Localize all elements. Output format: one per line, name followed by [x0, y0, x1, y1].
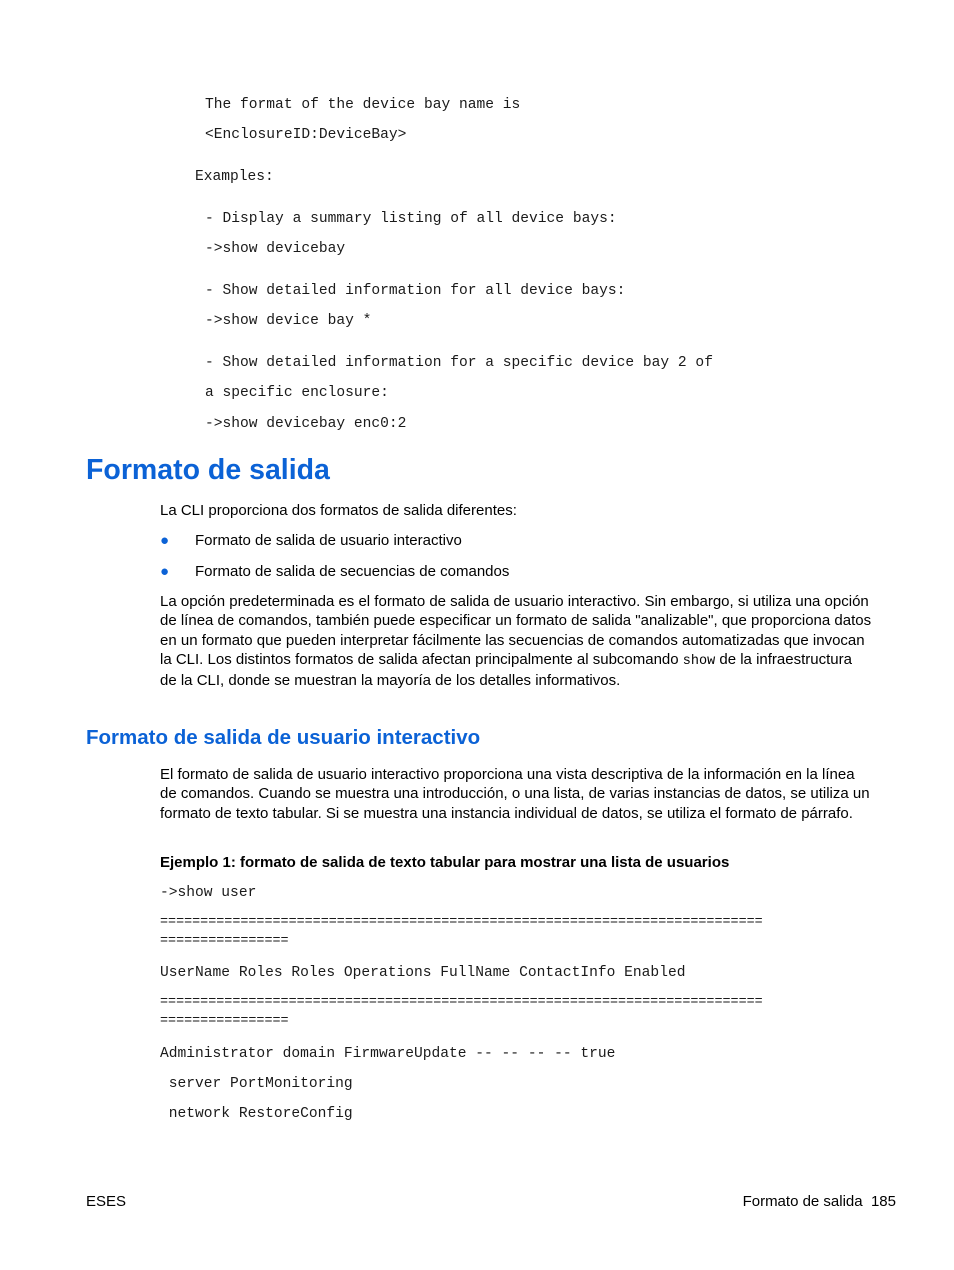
paragraph-text-continued: de la infraestructura de la CLI, donde se muestran la mayoría de los detalles informativos.	[160, 650, 852, 690]
code-example-1-description: - Display a summary listing of all device bays:	[205, 211, 617, 227]
code-example-1-command: ->show devicebay	[205, 241, 346, 257]
code-example-3-description-line-1: - Show detailed information for a specific device bay 2 of	[205, 355, 713, 371]
section-paragraph	[160, 592, 872, 690]
code-example-3-command: ->show devicebay enc0:2	[205, 416, 407, 432]
bullet-icon: ●	[160, 532, 170, 549]
example-caption: Ejemplo 1: formato de salida de texto tabular para mostrar una lista de usuarios	[160, 854, 730, 871]
code-line-format-pattern: <EnclosureID:DeviceBay>	[205, 127, 407, 143]
code-rule-short: ================	[160, 934, 289, 949]
code-table-row: Administrator domain FirmwareUpdate -- -- -- -- true	[160, 1046, 616, 1062]
footer-page-number: 185	[870, 1193, 896, 1210]
code-table-row: network RestoreConfig	[160, 1106, 353, 1122]
section-intro: La CLI proporciona dos formatos de salida diferentes:	[160, 502, 517, 519]
code-example-2-command: ->show device bay *	[205, 313, 372, 329]
code-command-show-user: ->show user	[160, 885, 257, 901]
code-example-2-description: - Show detailed information for all device bays:	[205, 283, 626, 299]
code-examples-label: Examples:	[195, 169, 274, 185]
bullet-item: Formato de salida de secuencias de comandos	[195, 563, 510, 580]
subsection-paragraph: El formato de salida de usuario interactivo proporciona una vista descriptiva de la información en la línea de comandos. Cuando se muestra una introducción, o una lista, de varias instancias de datos, se utiliza un formato de texto tabular. Si se muestra una instancia individual de datos, se utiliza el formato de párrafo.	[160, 766, 870, 822]
code-rule-short: ================	[160, 1014, 289, 1029]
section-title: Formato de salida	[86, 454, 330, 486]
code-rule-long: ===========================================================================	[160, 915, 763, 930]
code-example-3-description-line-2: a specific enclosure:	[205, 385, 389, 401]
code-rule-long: ===========================================================================	[160, 995, 763, 1010]
subsection-title: Formato de salida de usuario interactivo	[86, 726, 481, 749]
code-table-row: server PortMonitoring	[160, 1076, 353, 1092]
footer-locale: ESES	[86, 1193, 127, 1210]
bullet-item: Formato de salida de usuario interactivo	[195, 532, 462, 549]
code-line-format: The format of the device bay name is	[205, 97, 521, 113]
code-table-header: UserName Roles Roles Operations FullName ContactInfo Enabled	[160, 965, 686, 981]
paragraph-text: La opción predeterminada es el formato de salida de usuario interactivo. Sin embargo, si utiliza una opción de línea de comandos, también puede especificar un formato de salida "analizable", que proporciona datos en un formato que pueden interpretar fácilmente las secuencias de comandos automatizadas que invocan la CLI. Los distintos formatos de salida afectan principalmente al subcomando	[160, 593, 872, 668]
footer-section-name: Formato de salida	[742, 1193, 863, 1210]
bullet-icon: ●	[160, 563, 170, 580]
inline-code-show: show	[682, 653, 716, 669]
footer-page-info	[743, 1192, 896, 1211]
